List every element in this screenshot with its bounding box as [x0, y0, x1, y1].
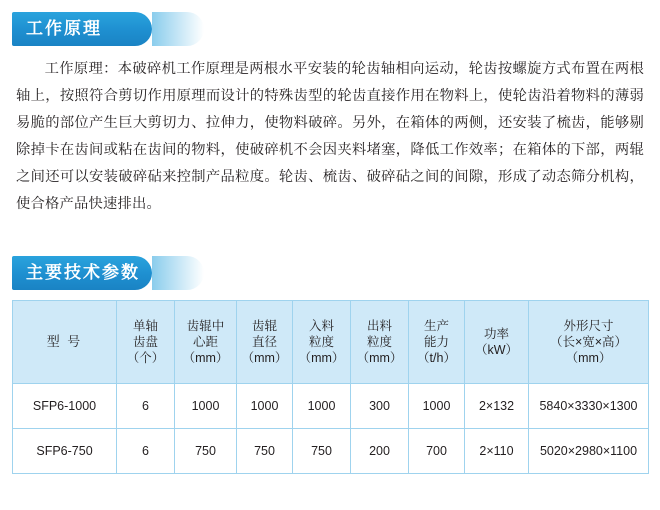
spec-table: [12, 300, 649, 474]
section-heading-principle: [12, 12, 648, 46]
col-header-center-distance-unit: （mm）: [182, 351, 229, 365]
col-header-power-unit: （kW）: [474, 343, 519, 357]
col-header-discharge-size-line-1: 出料: [366, 319, 392, 333]
col-header-disks: [117, 301, 175, 384]
col-header-center-distance: [175, 301, 237, 384]
col-header-roll-diameter-unit: （mm）: [241, 351, 288, 365]
cell-power: 2×110: [465, 429, 529, 474]
col-header-power-line-1: 功率: [483, 327, 509, 341]
col-header-center-distance-line-1: 齿辊中: [186, 319, 225, 333]
cell-center-distance: 1000: [175, 384, 237, 429]
col-header-discharge-size-line-2: 粒度: [366, 335, 392, 349]
col-header-capacity: [409, 301, 465, 384]
page-root: [0, 12, 660, 510]
spec-table-wrapper: [12, 300, 648, 474]
col-header-model: [13, 301, 117, 384]
col-header-roll-diameter-line-1: 齿辊: [251, 319, 277, 333]
col-header-disks-line-1: 单轴: [132, 319, 158, 333]
col-header-dimensions-line-1: 外形尺寸: [563, 319, 614, 333]
section-heading-specs: [12, 256, 648, 290]
col-header-feed-size-unit: （mm）: [298, 351, 345, 365]
col-header-feed-size-line-1: 入料: [308, 319, 334, 333]
col-header-model-line-1: 型 号: [46, 334, 83, 349]
col-header-feed-size-line-2: 粒度: [308, 335, 334, 349]
cell-center-distance: 750: [175, 429, 237, 474]
col-header-capacity-line-2: 能力: [423, 335, 449, 349]
table-header-row: [13, 301, 649, 384]
cell-capacity: 1000: [409, 384, 465, 429]
principle-paragraph: 工作原理：本破碎机工作原理是两根水平安装的轮齿轴相向运动，轮齿按螺旋方式布置在两根轴上，按照符合剪切作用原理而设计的特殊齿型的轮齿直接作用在物料上，使轮齿沿着物料的薄弱易脆的部位产生巨大剪切力、拉伸力，使物料破碎。另外，在箱体的两侧，还安装了梳齿，能够剔除掉卡在齿间或粘在齿间的物料，使破碎机不会因夹料堵塞，降低工作效率；在箱体的下部，两辊之间还可以安装破碎砧来控制产品粒度。轮齿、梳齿、破碎砧之间的间隙，形成了动态筛分机构，使合格产品快速排出。: [16, 61, 644, 212]
col-header-disks-line-2: 齿盘: [132, 335, 158, 349]
section-heading-title: 工作原理: [26, 19, 102, 38]
col-header-feed-size: [293, 301, 351, 384]
cell-roll-diameter: 1000: [237, 384, 293, 429]
col-header-center-distance-line-2: 心距: [192, 335, 218, 349]
spacer: [12, 218, 648, 244]
col-header-dimensions-line-2: （长×宽×高）: [549, 335, 628, 349]
cell-feed-size: 750: [293, 429, 351, 474]
cell-feed-size: 1000: [293, 384, 351, 429]
cell-discharge-size: 300: [351, 384, 409, 429]
table-row: [13, 429, 649, 474]
col-header-capacity-unit: （t/h）: [417, 351, 456, 365]
col-header-power: [465, 301, 529, 384]
cell-model: SFP6-1000: [13, 384, 117, 429]
col-header-roll-diameter: [237, 301, 293, 384]
col-header-discharge-size: [351, 301, 409, 384]
section-heading-title-2: 主要技术参数: [26, 263, 140, 282]
cell-dimensions: 5020×2980×1100: [529, 429, 649, 474]
col-header-disks-unit: （个）: [126, 351, 165, 365]
cell-capacity: 700: [409, 429, 465, 474]
col-header-dimensions: [529, 301, 649, 384]
cell-disks: 6: [117, 384, 175, 429]
cell-model: SFP6-750: [13, 429, 117, 474]
col-header-dimensions-unit: （mm）: [565, 351, 612, 365]
col-header-capacity-line-1: 生产: [423, 319, 449, 333]
cell-disks: 6: [117, 429, 175, 474]
col-header-discharge-size-unit: （mm）: [356, 351, 403, 365]
cell-dimensions: 5840×3330×1300: [529, 384, 649, 429]
cell-discharge-size: 200: [351, 429, 409, 474]
col-header-roll-diameter-line-2: 直径: [251, 335, 277, 349]
table-row: [13, 384, 649, 429]
cell-roll-diameter: 750: [237, 429, 293, 474]
cell-power: 2×132: [465, 384, 529, 429]
